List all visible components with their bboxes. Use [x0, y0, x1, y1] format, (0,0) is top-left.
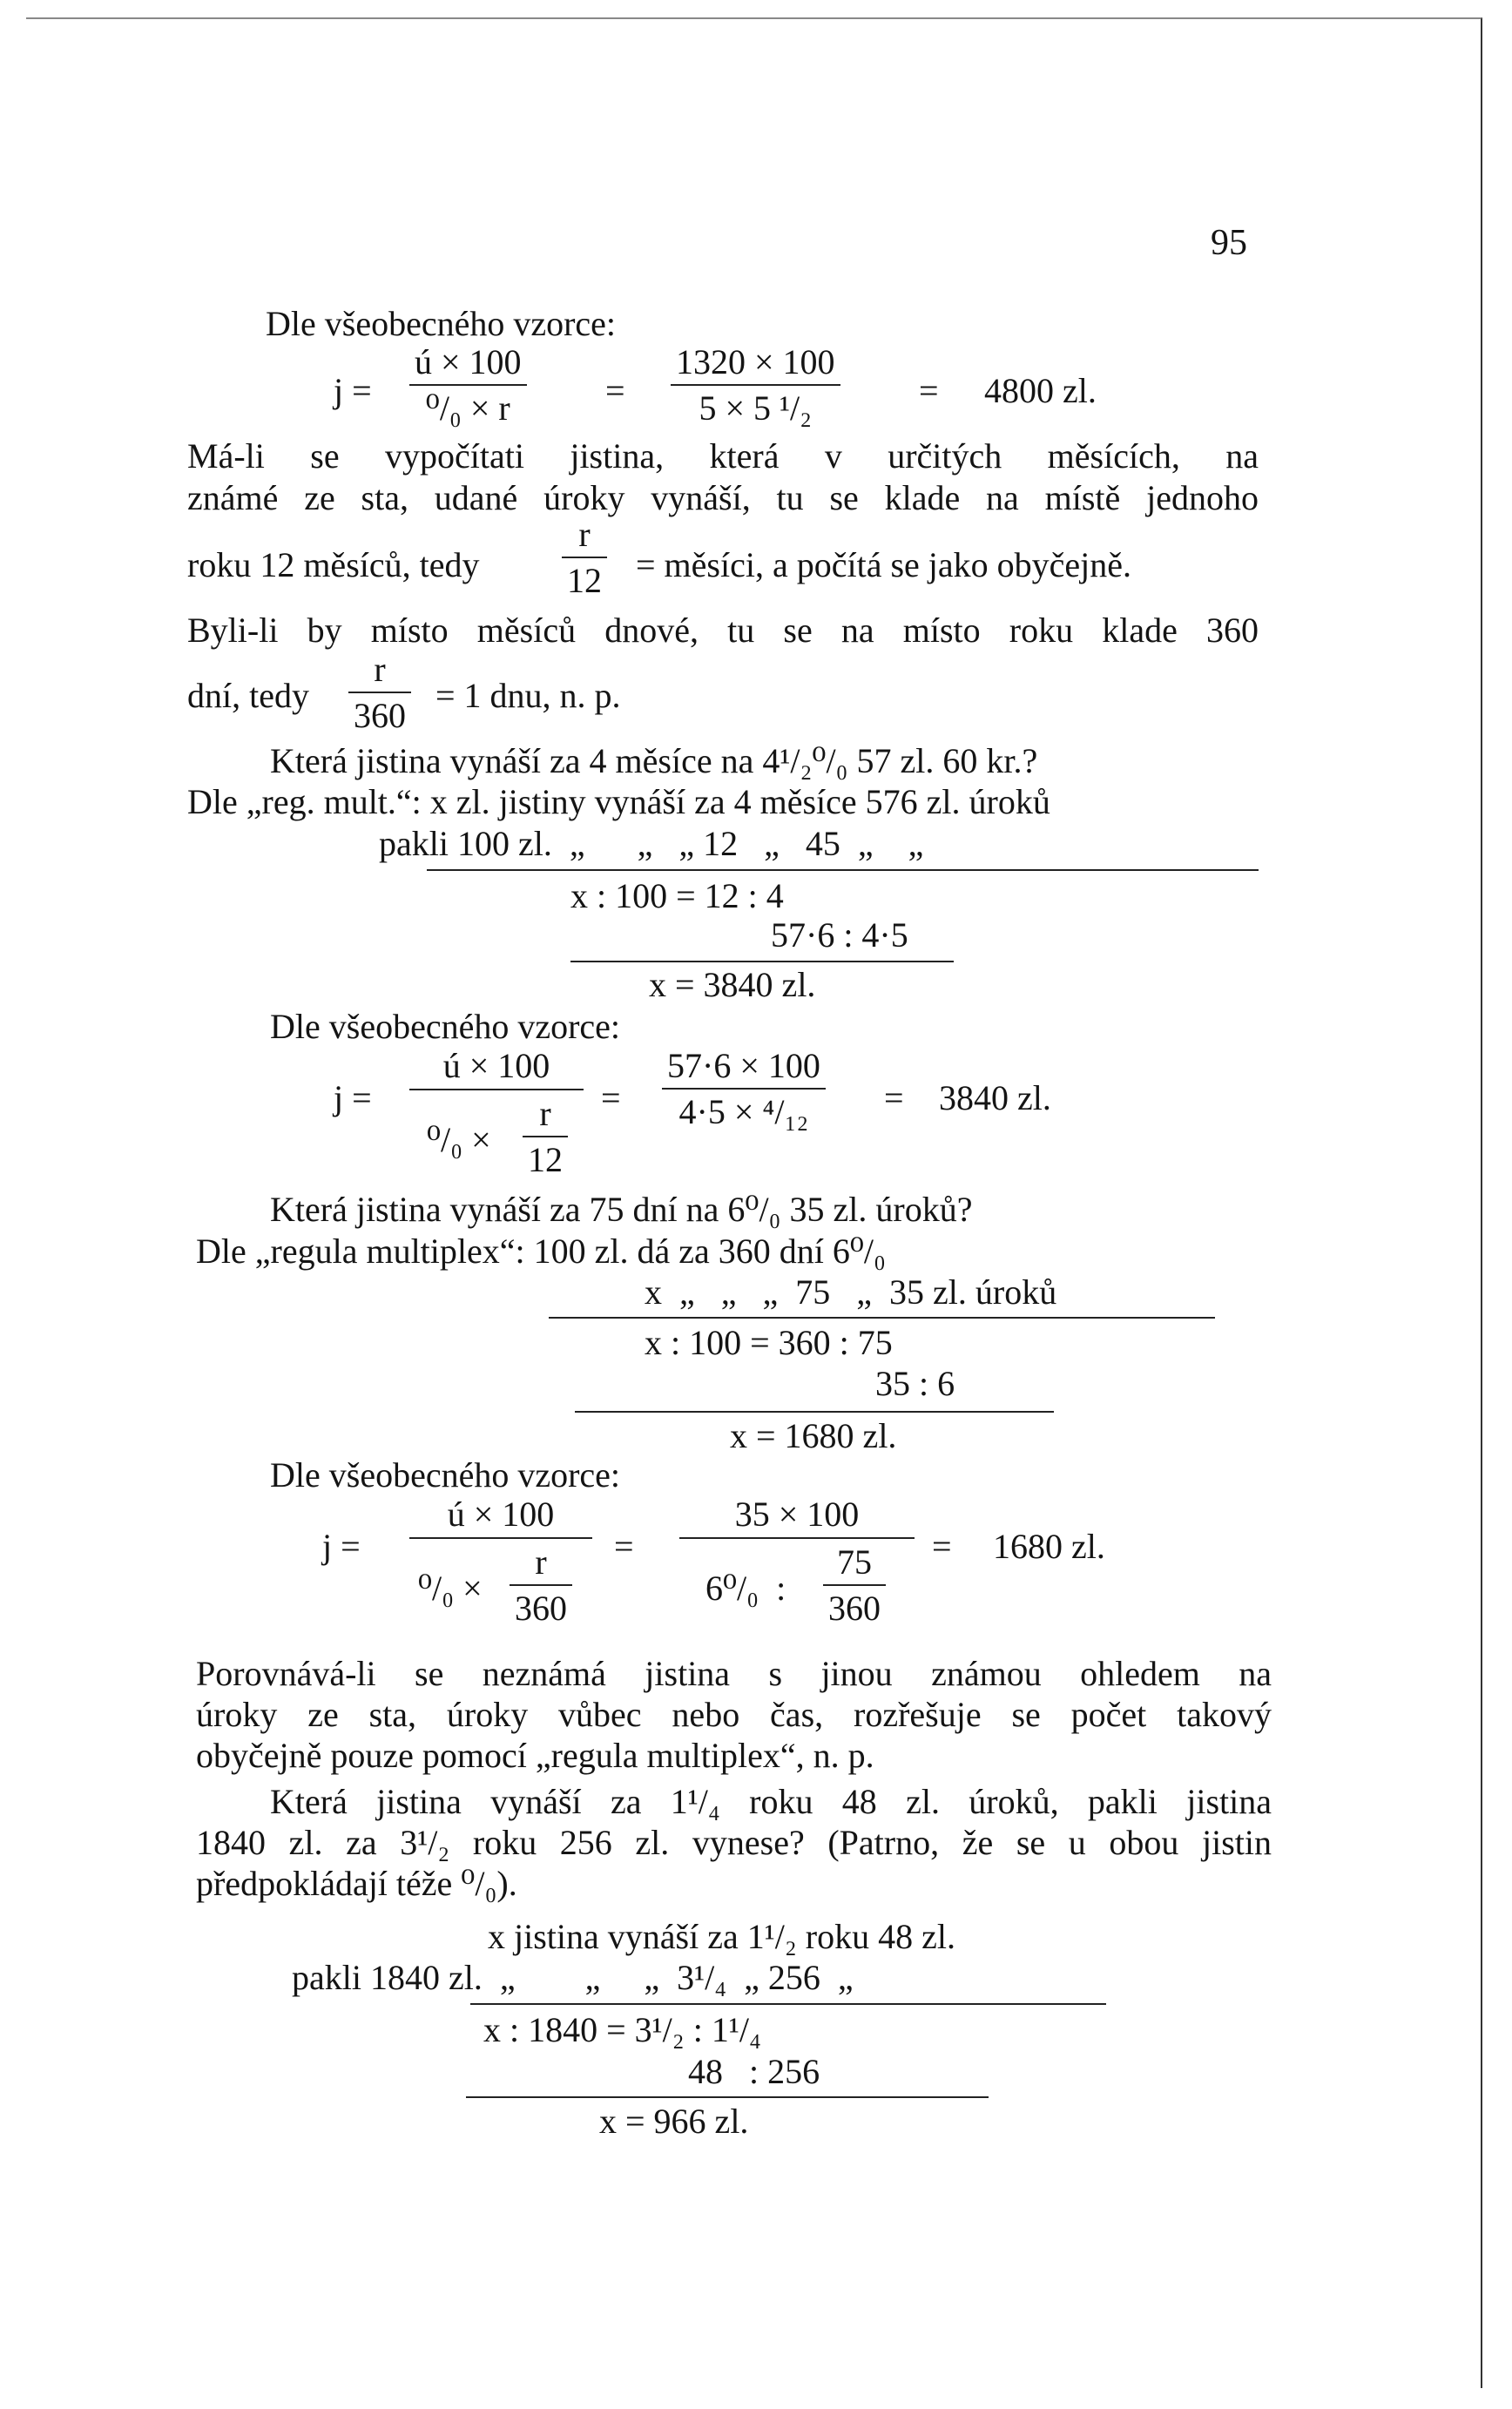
p1-line3-post: = měsíci, a počítá se jako obyčejně.	[636, 545, 1132, 584]
ex1-lhs: j =	[334, 1078, 372, 1117]
ex2-den2-frac-den: 360	[828, 1589, 881, 1628]
ex1-den1-a: ⁰/₀ ×	[427, 1120, 491, 1159]
ex1-eq2: =	[884, 1078, 904, 1117]
s1-den2: 5 × 5 ¹/₂	[699, 388, 813, 428]
ex3-line1: Která jistina vynáší za 1¹/₄ roku 48 zl. úroků, pakli jistina	[270, 1782, 1272, 1821]
page-number: 95	[1211, 223, 1247, 263]
p1-line2: známé ze sta, udané úroky vynáší, tu se klade na místě jednoho	[187, 478, 1259, 517]
ex1-calc2: 57·6 : 4·5	[771, 915, 908, 955]
ex3-rm1: x jistina vynáší za 1¹/₂ roku 48 zl.	[488, 1917, 955, 1956]
ex2-den1-frac-den: 360	[515, 1589, 567, 1628]
p1-frac-den: 12	[567, 561, 602, 600]
p1-frac-num: r	[578, 515, 591, 554]
ex2-num2: 35 × 100	[734, 1495, 860, 1534]
ex2-calc3: x = 1680 zl.	[730, 1416, 897, 1455]
ex1-question: Která jistina vynáší za 4 měsíce na 4¹/₂⁰/₀ 57 zl. 60 kr.?	[270, 741, 1038, 780]
s1-num2: 1320 × 100	[676, 342, 835, 381]
fraction-bar	[662, 1088, 826, 1090]
fraction-bar	[409, 1089, 584, 1090]
s1-eq2: =	[919, 371, 939, 410]
ex3-line2: 1840 zl. za 3¹/₂ roku 256 zl. vynese? (Patrno, že se u obou jistin	[196, 1823, 1272, 1862]
ex1-result: 3840 zl.	[939, 1078, 1051, 1117]
fraction-bar	[409, 1537, 592, 1539]
s1-lhs: j =	[334, 371, 372, 410]
ex2-fraction-1	[409, 1494, 592, 1628]
fraction-bar	[523, 1136, 568, 1137]
fraction-bar	[671, 384, 840, 386]
ex2-den2-a: 6⁰/₀ :	[705, 1569, 786, 1608]
ex2-question: Která jistina vynáší za 75 dní na 6⁰/₀ 35 zl. úroků?	[270, 1190, 973, 1229]
ex1-fraction-1	[409, 1045, 584, 1179]
ex3-line3: předpokládají téže ⁰/₀).	[196, 1864, 517, 1903]
ex2-den2-frac	[823, 1542, 886, 1629]
ex1-eq1: =	[601, 1078, 621, 1117]
divider-line	[549, 1317, 1215, 1319]
s1-den1: ⁰/₀ × r	[425, 388, 510, 428]
divider-line	[427, 869, 1259, 871]
divider-line	[575, 1411, 1054, 1413]
ex2-den1-a: ⁰/₀ ×	[418, 1569, 483, 1608]
p2-line3: obyčejně pouze pomocí „regula multiplex“, n. p.	[196, 1736, 874, 1775]
s1-heading: Dle všeobecného vzorce:	[266, 304, 617, 343]
ex2-rm2: x „ „ „ 75 „ 35 zl. úroků	[645, 1272, 1057, 1312]
ex2-calc2: 35 : 6	[875, 1364, 955, 1403]
p1-line4: Byli-li by místo měsíců dnové, tu se na místo roku klade 360	[187, 611, 1259, 650]
ex1-rm1: Dle „reg. mult.“: x zl. jistiny vynáší za 4 měsíce 576 zl. úroků	[187, 782, 1050, 821]
ex1-den1-frac	[523, 1093, 568, 1180]
ex2-den1-frac	[510, 1542, 572, 1629]
s1-fraction-2	[671, 341, 840, 428]
fraction-bar	[823, 1584, 886, 1586]
ex1-calc3: x = 3840 zl.	[649, 965, 816, 1004]
fraction-bar	[348, 692, 411, 693]
ex1-den1-frac-num: r	[539, 1094, 551, 1133]
fraction-bar	[409, 384, 527, 386]
ex2-calc1: x : 100 = 360 : 75	[645, 1323, 893, 1362]
p1-line3-pre: roku 12 měsíců, tedy	[187, 545, 480, 584]
ex1-calc1: x : 100 = 12 : 4	[570, 876, 784, 915]
ex2-result: 1680 zl.	[993, 1527, 1105, 1566]
ex3-calc2: 48 : 256	[688, 2052, 820, 2091]
p1-line5-post: = 1 dnu, n. p.	[435, 676, 621, 715]
fraction-bar	[679, 1537, 915, 1539]
p1-line5-pre: dní, tedy	[187, 676, 309, 715]
s1-result: 4800 zl.	[984, 371, 1097, 410]
divider-line	[570, 961, 954, 962]
ex2-lhs: j =	[322, 1527, 361, 1566]
s1-eq1: =	[605, 371, 625, 410]
ex2-eq1: =	[614, 1527, 634, 1566]
ex1-heading: Dle všeobecného vzorce:	[270, 1007, 621, 1046]
ex2-fraction-2	[679, 1494, 915, 1628]
ex2-rm1: Dle „regula multiplex“: 100 zl. dá za 360 dní 6⁰/₀	[196, 1231, 886, 1271]
fraction-bar	[562, 557, 607, 558]
ex1-den1-frac-den: 12	[528, 1140, 563, 1179]
ex2-den1-frac-num: r	[535, 1542, 547, 1582]
ex1-den2: 4·5 × ⁴/₁₂	[678, 1092, 809, 1131]
ex1-num1: ú × 100	[442, 1046, 550, 1085]
ex1-fraction-2	[662, 1045, 826, 1132]
ex1-num2: 57·6 × 100	[667, 1046, 820, 1085]
ex3-calc1: x : 1840 = 3¹/₂ : 1¹/₄	[483, 2010, 761, 2049]
divider-line	[466, 2096, 989, 2098]
divider-line	[470, 2003, 1106, 2005]
ex2-heading: Dle všeobecného vzorce:	[270, 1455, 621, 1495]
p2-line1: Porovnává-li se neznámá jistina s jinou známou ohledem na	[196, 1654, 1272, 1693]
ex3-rm2: pakli 1840 zl. „ „ „ 3¹/₄ „ 256 „	[292, 1958, 854, 1997]
p1-line1: Má-li se vypočítati jistina, která v určitých měsících, na	[187, 436, 1259, 476]
ex1-rm2: pakli 100 zl. „ „ „ 12 „ 45 „ „	[379, 824, 924, 863]
s1-num1: ú × 100	[415, 342, 522, 381]
ex2-num1: ú × 100	[447, 1495, 555, 1534]
ex2-den2-frac-num: 75	[837, 1542, 872, 1582]
p2-line2: úroky ze sta, úroky vůbec nebo čas, rozřešuje se počet takový	[196, 1695, 1272, 1734]
ex2-eq2: =	[932, 1527, 952, 1566]
p1-fraction-2	[348, 649, 411, 736]
ex3-calc3: x = 966 zl.	[599, 2102, 749, 2141]
p1-frac2-num: r	[374, 650, 386, 689]
s1-fraction-1	[409, 341, 527, 428]
fraction-bar	[510, 1584, 572, 1586]
p1-fraction	[562, 514, 607, 601]
p1-frac2-den: 360	[354, 696, 406, 735]
